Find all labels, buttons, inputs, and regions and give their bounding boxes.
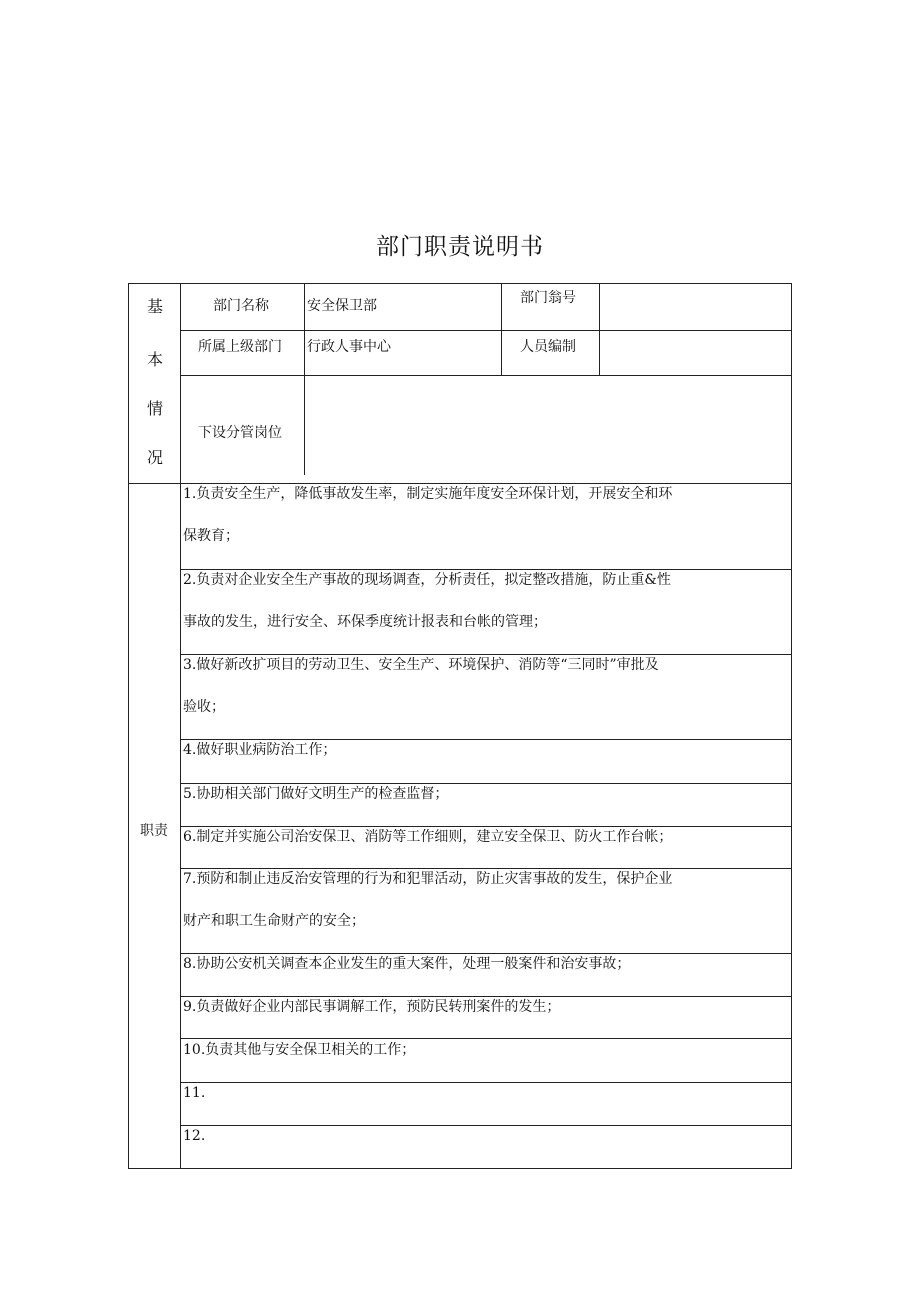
sub-positions-label: 下设分管岗位 xyxy=(198,425,282,441)
duty-item: 5.协助相关部门做好文明生产的检查监督； xyxy=(183,786,449,802)
dept-name-value: 安全保卫部 xyxy=(307,298,377,314)
duty-form-table xyxy=(128,283,792,1169)
duty-item: 4.做好职业病防治工作； xyxy=(183,742,337,758)
duty-item: 1.负责安全生产，降低事故发生率，制定实施年度安全环保计划，开展安全和环 保教育； xyxy=(183,486,673,544)
duty-item: 10.负责其他与安全保卫相关的工作； xyxy=(183,1042,416,1058)
basic-section-char: 情 xyxy=(147,399,164,418)
duty-item: 9.负责做好企业内部民事调解工作，预防民转刑案件的发生； xyxy=(183,999,561,1015)
duty-item: 6.制定并实施公司治安保卫、消防等工作细则，建立安全保卫、防火工作台帐； xyxy=(183,829,673,845)
duty-row-divider xyxy=(180,1125,792,1126)
section-divider xyxy=(129,483,792,484)
duty-row-divider xyxy=(180,868,792,869)
duty-row-divider xyxy=(180,996,792,997)
parent-dept-value: 行政人事中心 xyxy=(307,339,391,355)
duty-item: 12. xyxy=(183,1128,206,1144)
duty-item: 11. xyxy=(183,1085,206,1101)
duty-row-divider xyxy=(180,1082,792,1083)
duty-row-divider xyxy=(180,569,792,570)
duty-row-divider xyxy=(180,739,792,740)
duty-row-divider xyxy=(180,783,792,784)
duty-row-divider xyxy=(180,826,792,827)
dept-name-label: 部门名称 xyxy=(213,298,269,314)
staffing-label: 人员编制 xyxy=(520,339,576,355)
basic-section-char: 基 xyxy=(147,297,164,316)
page-title: 部门职责说明书 xyxy=(376,234,544,260)
row-divider xyxy=(180,330,792,331)
parent-dept-label: 所属上级部门 xyxy=(198,339,282,355)
dept-code-label: 部门翁号 xyxy=(520,290,576,306)
duty-item: 7.预防和制止违反治安管理的行为和犯罪活动，防止灾害事故的发生，保护企业 财产和职工生命财产的安全； xyxy=(183,871,673,929)
duty-item: 8.协助公安机关调查本企业发生的重大案件，处理一般案件和治安事故； xyxy=(183,956,631,972)
basic-section-char: 况 xyxy=(147,448,164,467)
duty-row-divider xyxy=(180,1038,792,1039)
duty-row-divider xyxy=(180,654,792,655)
row-divider xyxy=(180,375,792,376)
label-column-divider xyxy=(304,284,305,475)
duty-item: 2.负责对企业安全生产事故的现场调查，分析责任，拟定整改措施，防止重&性 事故的发生，进行安全、环保季度统计报表和台帐的管理； xyxy=(183,572,671,630)
side-column-divider xyxy=(180,284,181,1169)
basic-section-char: 本 xyxy=(147,350,164,369)
duties-label: 职责 xyxy=(140,823,168,839)
duty-item: 3.做好新改扩项目的劳动卫生、安全生产、环境保护、消防等“三同时”审批及 验收； xyxy=(183,657,659,715)
duty-row-divider xyxy=(180,953,792,954)
